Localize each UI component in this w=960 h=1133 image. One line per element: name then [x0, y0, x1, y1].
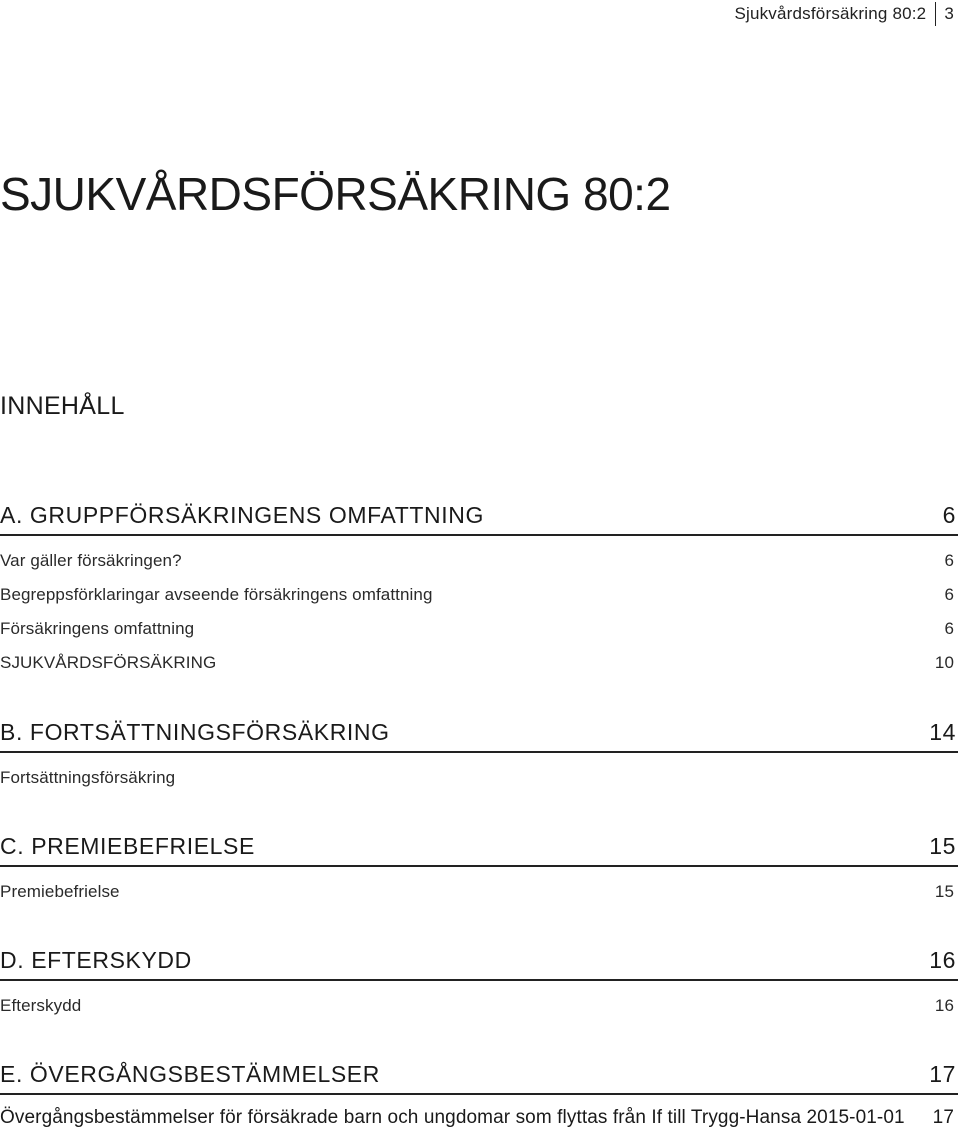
- header-page-number: 3: [944, 4, 954, 23]
- section-rule: [0, 751, 958, 753]
- section-page: 16: [929, 947, 956, 973]
- section-page: 14: [929, 719, 956, 745]
- toc-section-d[interactable]: [0, 947, 958, 981]
- entry-label: Premiebefrielse: [0, 882, 120, 901]
- section-rule: [0, 979, 958, 981]
- toc-entry[interactable]: [0, 768, 958, 788]
- running-header: [734, 2, 954, 26]
- toc-entry[interactable]: [0, 585, 958, 605]
- entry-page: 6: [944, 551, 954, 570]
- toc-entry[interactable]: [0, 1107, 958, 1129]
- running-title: Sjukvårdsförsäkring 80:2: [734, 4, 927, 23]
- toc-section-a[interactable]: [0, 502, 958, 536]
- entry-page: 16: [934, 996, 954, 1015]
- section-page: 15: [929, 833, 956, 859]
- toc-entry[interactable]: [0, 653, 958, 673]
- entry-page: 15: [934, 882, 954, 901]
- section-rule: [0, 534, 958, 536]
- header-divider: [935, 2, 936, 26]
- section-label: E. ÖVERGÅNGSBESTÄMMELSER: [0, 1061, 380, 1087]
- toc-entry[interactable]: [0, 996, 958, 1016]
- toc-section-e[interactable]: [0, 1061, 958, 1095]
- toc-entry[interactable]: [0, 619, 958, 639]
- entry-page: 6: [944, 619, 954, 638]
- toc-entry[interactable]: [0, 551, 958, 571]
- toc-section-b[interactable]: [0, 719, 958, 753]
- entry-page: 17: [932, 1107, 954, 1128]
- document-title: SJUKVÅRDSFÖRSÄKRING 80:2: [0, 168, 671, 220]
- entry-label: Begreppsförklaringar avseende försäkringens omfattning: [0, 585, 433, 604]
- entry-label: Var gäller försäkringen?: [0, 551, 182, 570]
- section-label: D. EFTERSKYDD: [0, 947, 192, 973]
- toc-entry[interactable]: [0, 882, 958, 902]
- section-label: A. GRUPPFÖRSÄKRINGENS OMFATTNING: [0, 502, 484, 528]
- entry-page: 6: [944, 585, 954, 604]
- entry-page: 10: [934, 653, 954, 672]
- section-rule: [0, 865, 958, 867]
- entry-label: Efterskydd: [0, 996, 82, 1015]
- section-label: B. FORTSÄTTNINGSFÖRSÄKRING: [0, 719, 390, 745]
- entry-label: Övergångsbestämmelser för försäkrade barn och ungdomar som flyttas från If till Trygg-Hansa 2015-01-01: [0, 1107, 905, 1128]
- section-page: 17: [929, 1061, 956, 1087]
- section-page: 6: [942, 502, 956, 528]
- entry-label: Försäkringens omfattning: [0, 619, 195, 638]
- toc-section-c[interactable]: [0, 833, 958, 867]
- toc-heading: INNEHÅLL: [0, 392, 125, 420]
- entry-label: SJUKVÅRDSFÖRSÄKRING: [0, 653, 217, 672]
- section-label: C. PREMIEBEFRIELSE: [0, 833, 255, 859]
- entry-label: Fortsättningsförsäkring: [0, 768, 176, 787]
- section-rule: [0, 1093, 958, 1095]
